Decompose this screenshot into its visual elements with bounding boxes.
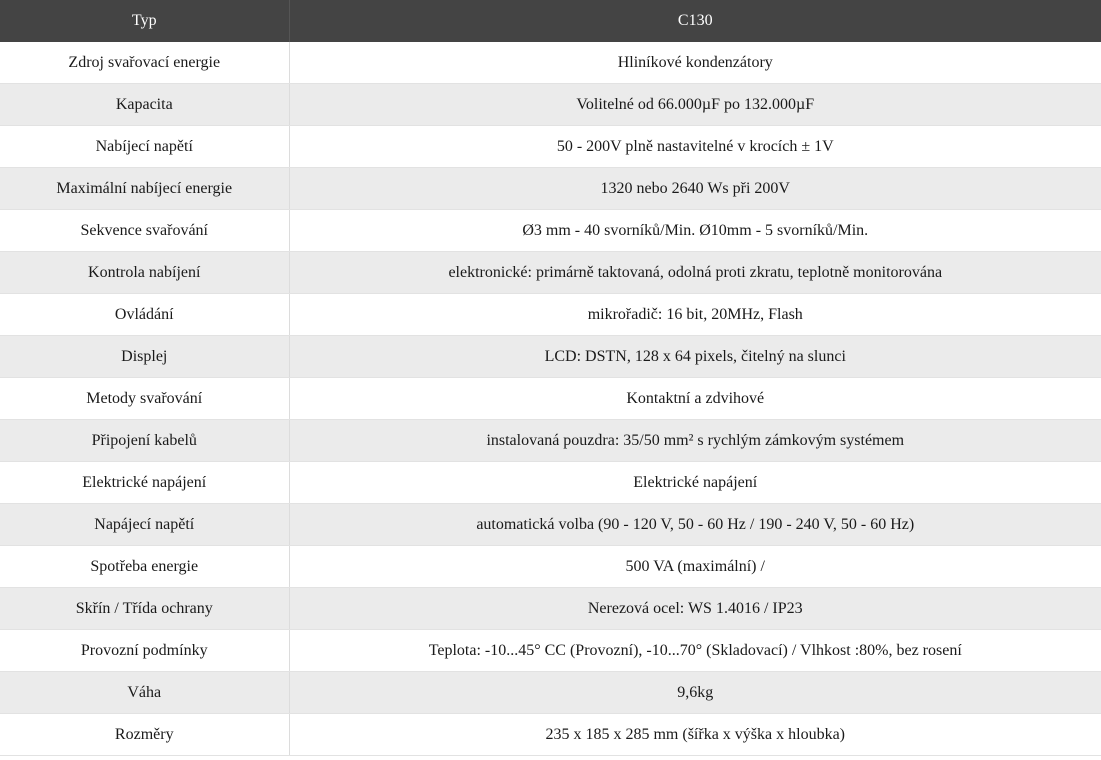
table-row [0,210,1101,252]
row-value: Volitelné od 66.000µF po 132.000µF [289,84,1101,126]
row-value: Teplota: -10...45° CC (Provozní), -10...70° (Skladovací) / Vlhkost :80%, bez rosení [289,630,1101,672]
table-row [0,336,1101,378]
row-label: Maximální nabíjecí energie [0,168,289,210]
table-row [0,84,1101,126]
row-label: Provozní podmínky [0,630,289,672]
table-row [0,630,1101,672]
spec-table-header [0,0,1101,42]
row-value: Ø3 mm - 40 svorníků/Min. Ø10mm - 5 svorníků/Min. [289,210,1101,252]
row-label: Váha [0,672,289,714]
table-row [0,588,1101,630]
row-value: LCD: DSTN, 128 x 64 pixels, čitelný na slunci [289,336,1101,378]
row-label: Napájecí napětí [0,504,289,546]
row-label: Skřín / Třída ochrany [0,588,289,630]
row-label: Kontrola nabíjení [0,252,289,294]
row-label: Metody svařování [0,378,289,420]
spec-table-body [0,42,1101,756]
row-label: Elektrické napájení [0,462,289,504]
table-row [0,168,1101,210]
table-row [0,714,1101,756]
row-value: 9,6kg [289,672,1101,714]
table-row [0,252,1101,294]
row-label: Připojení kabelů [0,420,289,462]
header-row [0,0,1101,42]
table-row [0,504,1101,546]
row-value: instalovaná pouzdra: 35/50 mm² s rychlým zámkovým systémem [289,420,1101,462]
row-value: automatická volba (90 - 120 V, 50 - 60 Hz / 190 - 240 V, 50 - 60 Hz) [289,504,1101,546]
table-row [0,462,1101,504]
row-label: Rozměry [0,714,289,756]
row-label: Zdroj svařovací energie [0,42,289,84]
header-model-label: C130 [289,0,1101,42]
table-row [0,420,1101,462]
table-row [0,294,1101,336]
row-value: Nerezová ocel: WS 1.4016 / IP23 [289,588,1101,630]
table-row [0,672,1101,714]
row-value: 50 - 200V plně nastavitelné v krocích ± 1V [289,126,1101,168]
row-label: Ovládání [0,294,289,336]
row-value: 235 x 185 x 285 mm (šířka x výška x hloubka) [289,714,1101,756]
row-value: mikrořadič: 16 bit, 20MHz, Flash [289,294,1101,336]
row-label: Spotřeba energie [0,546,289,588]
row-value: 500 VA (maximální) / [289,546,1101,588]
row-value: Elektrické napájení [289,462,1101,504]
table-row [0,126,1101,168]
table-row [0,42,1101,84]
row-label: Kapacita [0,84,289,126]
row-value: Kontaktní a zdvihové [289,378,1101,420]
row-label: Nabíjecí napětí [0,126,289,168]
table-row [0,546,1101,588]
row-label: Displej [0,336,289,378]
row-value: elektronické: primárně taktovaná, odolná proti zkratu, teplotně monitorována [289,252,1101,294]
table-row [0,378,1101,420]
header-type-label: Typ [0,0,289,42]
row-value: Hliníkové kondenzátory [289,42,1101,84]
row-value: 1320 nebo 2640 Ws při 200V [289,168,1101,210]
row-label: Sekvence svařování [0,210,289,252]
